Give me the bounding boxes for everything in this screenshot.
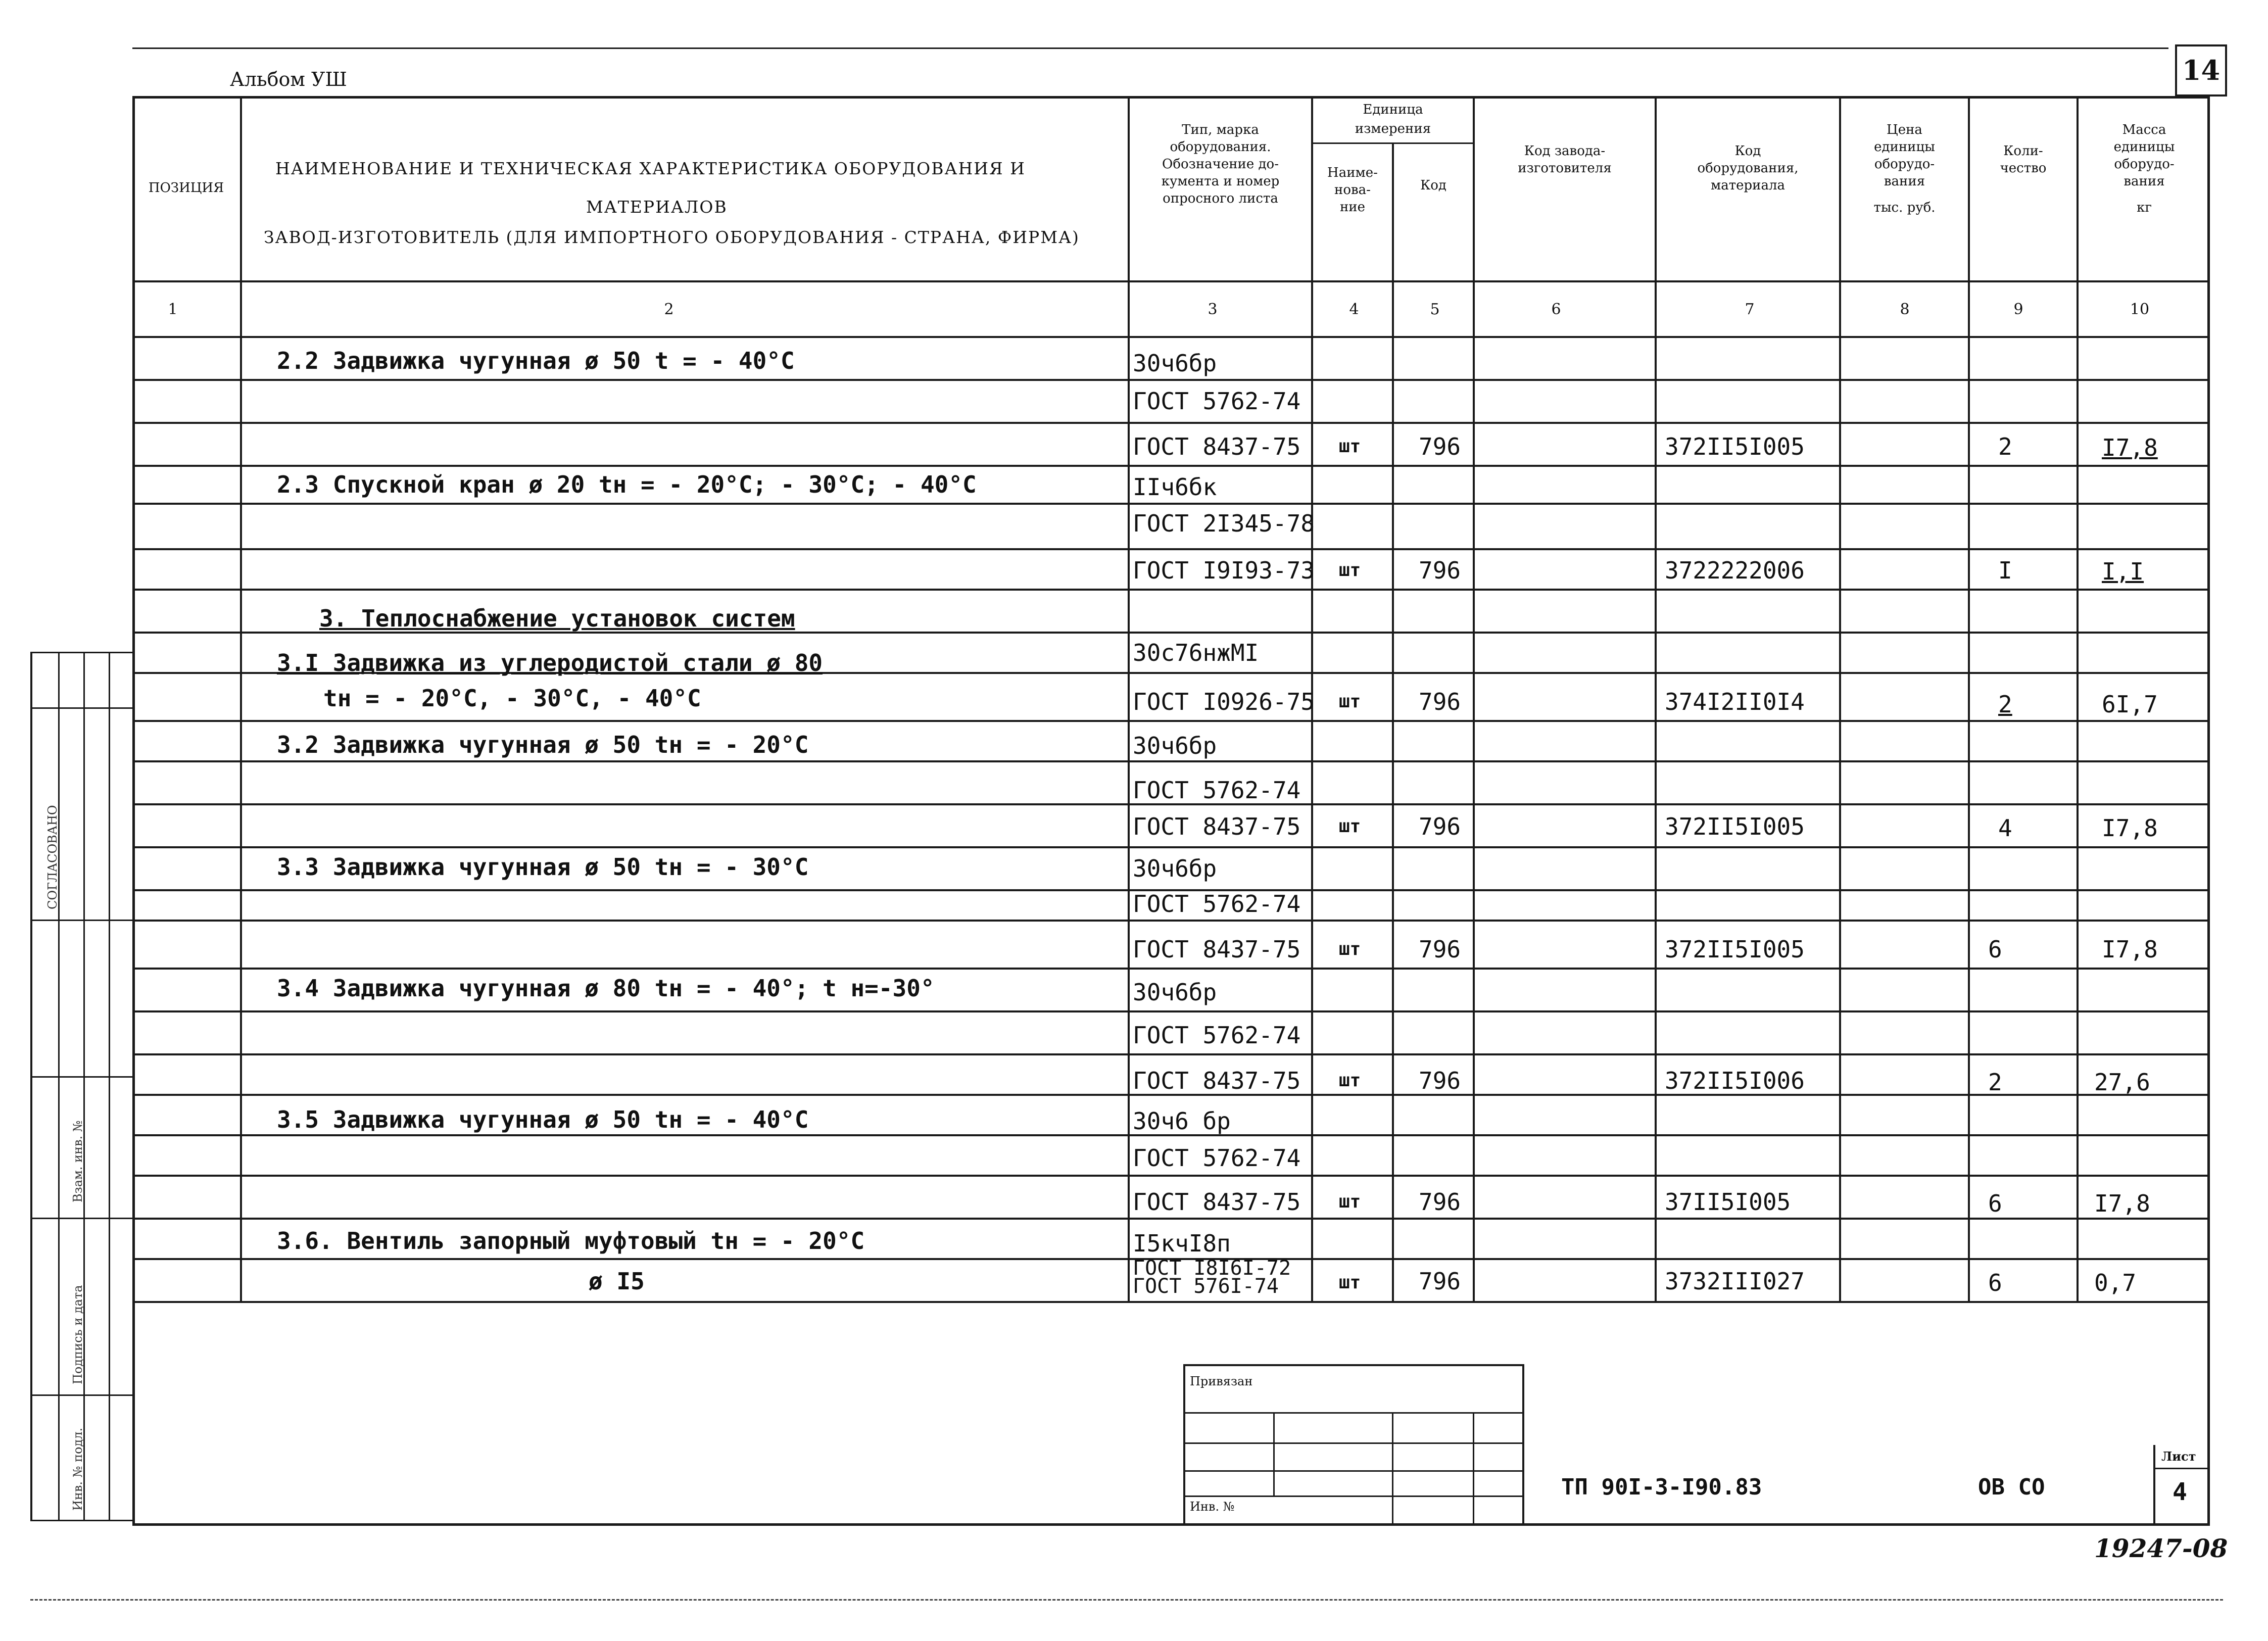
album-label: Альбом УШ	[230, 68, 347, 90]
footer-number: 19247-08	[2094, 1533, 2228, 1563]
unit-code: 796	[1419, 1268, 1461, 1295]
mass: 6I,7	[2102, 691, 2158, 718]
header-col4	[1313, 164, 1392, 216]
side-stamp-line	[83, 652, 85, 1521]
mass: 0,7	[2094, 1269, 2137, 1296]
side-inv-no-orig: Инв. № подл.	[71, 1427, 85, 1511]
row-type: 30ч6 бр	[1133, 1107, 1231, 1135]
header-col8-l4: вания	[1884, 174, 1925, 189]
unit-code: 796	[1419, 433, 1461, 460]
row-type: IIч6бк	[1133, 473, 1217, 501]
header-col3-l2: оборудования.	[1170, 139, 1271, 155]
quantity: 2	[1998, 691, 2012, 718]
side-agreed: СОГЛАСОВАНО	[45, 805, 60, 909]
mass: 27,6	[2094, 1069, 2150, 1096]
header-col3	[1130, 121, 1311, 207]
unit: шт	[1339, 1191, 1361, 1212]
row-type: ГОСТ 576I-74	[1133, 1275, 1279, 1298]
document-code: ТП 90I-3-I90.83	[1561, 1474, 1762, 1500]
col-line-8	[1968, 96, 1970, 1301]
header-col3-l1: Тип, марка	[1182, 122, 1259, 137]
side-stamp-line	[30, 652, 132, 653]
side-sign-date: Подпись и дата	[71, 1285, 85, 1384]
row-name: 3.I Задвижка из углеродистой стали ø 80	[277, 649, 823, 677]
header-col3-l4: кумента и номер	[1161, 174, 1280, 189]
header-col10-l3: оборудо-	[2114, 157, 2175, 172]
header-col10	[2079, 121, 2210, 216]
row-name: 3.2 Задвижка чугунная ø 50 tн = - 20°С	[277, 731, 809, 758]
row-type: ГОСТ 8437-75	[1133, 1188, 1301, 1216]
unit: шт	[1339, 691, 1361, 712]
header-col2-line2: МАТЕРИАЛОВ	[586, 197, 728, 217]
unit-code: 796	[1419, 1067, 1461, 1094]
row-line	[132, 1218, 2210, 1220]
unit-code: 796	[1419, 813, 1461, 840]
quantity: 2	[1998, 433, 2012, 460]
quantity: 6	[1988, 1190, 2002, 1217]
equipment-code: 372II5I005	[1665, 813, 1805, 840]
mass: I,I	[2102, 558, 2144, 585]
title-primenen: Привязан	[1190, 1374, 1253, 1388]
row-name: 3.5 Задвижка чугунная ø 50 tн = - 40°С	[277, 1106, 809, 1133]
header-col2-line1: НАИМЕНОВАНИЕ И ТЕХНИЧЕСКАЯ ХАРАКТЕРИСТИКА ОБОРУДОВАНИЯ И	[275, 159, 1026, 178]
side-stamp-line	[30, 920, 132, 921]
unit-code: 796	[1419, 557, 1461, 584]
equipment-code: 3722222006	[1665, 557, 1805, 584]
row-line	[132, 465, 2210, 467]
row-line	[132, 589, 2210, 591]
colnum-1: 1	[168, 301, 178, 318]
equipment-code: 372II5I005	[1665, 936, 1805, 963]
side-stamp	[30, 652, 133, 1521]
top-border	[132, 47, 2168, 49]
header-col8-l2: единицы	[1874, 139, 1935, 155]
unit-code: 796	[1419, 1188, 1461, 1216]
header-col10-l4: вания	[2124, 174, 2165, 189]
header-col10-l5: кг	[2137, 200, 2152, 215]
row-line	[132, 760, 2210, 762]
quantity: 6	[1988, 1269, 2002, 1296]
title-block-line	[1392, 1412, 1393, 1526]
equipment-code: 3732III027	[1665, 1268, 1805, 1295]
colnum-8: 8	[1900, 301, 1910, 318]
header-col6-l1: Код завода-	[1524, 143, 1606, 159]
row-line	[132, 920, 2210, 922]
row-line	[132, 422, 2210, 424]
header-col9-l1: Коли-	[2003, 143, 2043, 159]
section-heading: 3. Теплоснабжение установок систем	[319, 605, 795, 632]
side-inv-no: Взам. инв. №	[71, 1120, 85, 1202]
bottom-dashed-border	[30, 1599, 2223, 1601]
equipment-code: 374I2II0I4	[1665, 688, 1805, 715]
row-line	[132, 846, 2210, 848]
row-line	[132, 968, 2210, 970]
row-name: 3.3 Задвижка чугунная ø 50 tн = - 30°С	[277, 853, 809, 881]
row-type: 30ч6бр	[1133, 979, 1217, 1006]
header-col3-l3: Обозначение до-	[1162, 157, 1279, 172]
colnum-2: 2	[664, 301, 674, 318]
colnum-5: 5	[1430, 301, 1440, 318]
sheet-label: Лист	[2161, 1449, 2196, 1464]
col-line-5	[1473, 96, 1475, 1301]
unit-code: 796	[1419, 688, 1461, 715]
unit: шт	[1339, 939, 1361, 959]
row-type: 30с76нжМI	[1133, 639, 1259, 666]
header-col4-l1: Наиме-	[1327, 165, 1378, 180]
row-name: 3.4 Задвижка чугунная ø 80 tн = - 40°; t н=-30°	[277, 975, 935, 1002]
header-col3-l5: опросного листа	[1163, 191, 1278, 206]
row-name: tн = - 20°С, - 30°С, - 40°С	[323, 685, 701, 712]
unit: шт	[1339, 1272, 1361, 1293]
row-line	[132, 1010, 2210, 1012]
col-line-6	[1655, 96, 1657, 1301]
sheet-number: 4	[2173, 1478, 2187, 1506]
mass: I7,8	[2094, 1190, 2150, 1217]
row-type: ГОСТ 5762-74	[1133, 1144, 1301, 1172]
row-line	[132, 503, 2210, 505]
side-stamp-line	[58, 652, 60, 1521]
row-type: ГОСТ 5762-74	[1133, 1022, 1301, 1049]
table-body-bottom-line	[132, 1301, 2210, 1303]
quantity: I	[1998, 557, 2012, 584]
row-type: 30ч6бр	[1133, 350, 1217, 377]
colnum-4: 4	[1349, 301, 1359, 318]
header-col1: ПОЗИЦИЯ	[148, 180, 224, 196]
header-bottom-line	[132, 280, 2210, 282]
side-stamp-line	[30, 707, 132, 709]
side-stamp-line	[30, 1394, 132, 1396]
header-col7-l1: Код	[1734, 143, 1761, 159]
unit: шт	[1339, 1070, 1361, 1091]
row-type: I5кчI8п	[1133, 1230, 1231, 1257]
unit-group-l1: Единица	[1363, 102, 1423, 117]
header-col9	[1970, 142, 2077, 177]
header-unit-group	[1313, 100, 1473, 138]
col-line-2	[1128, 96, 1130, 1301]
header-col7-l2: оборудования,	[1697, 161, 1799, 176]
title-block-line	[1273, 1412, 1275, 1495]
side-stamp-line	[30, 1076, 132, 1078]
corner-page-number: 14	[2175, 44, 2227, 96]
row-type: ГОСТ 8437-75	[1133, 813, 1301, 840]
col-line-7	[1839, 96, 1841, 1301]
column-number-line	[132, 336, 2210, 338]
side-stamp-line	[30, 1218, 132, 1219]
col-line-1	[240, 96, 242, 1301]
row-line	[132, 720, 2210, 722]
row-type: ГОСТ I0926-75	[1133, 688, 1315, 715]
row-name: ø I5	[589, 1268, 645, 1295]
header-col6-l2: изготовителя	[1518, 161, 1612, 176]
header-col10-l1: Масса	[2122, 122, 2166, 137]
title-inv-label: Инв. №	[1190, 1500, 1235, 1514]
row-type: ГОСТ 8437-75	[1133, 1067, 1301, 1094]
header-col9-l2: чество	[2000, 161, 2047, 176]
equipment-code: 372II5I006	[1665, 1067, 1805, 1094]
side-stamp-line	[109, 652, 110, 1521]
colnum-3: 3	[1208, 301, 1218, 318]
header-col8	[1841, 121, 1968, 216]
unit: шт	[1339, 560, 1361, 581]
row-line	[132, 379, 2210, 381]
row-name: 2.2 Задвижка чугунная ø 50 t = - 40°С	[277, 347, 795, 374]
row-name: 3.6. Вентиль запорный муфтовый tн = - 20°С	[277, 1227, 865, 1254]
colnum-10: 10	[2130, 301, 2150, 318]
quantity: 6	[1988, 936, 2002, 963]
row-line	[132, 1053, 2210, 1055]
colnum-9: 9	[2013, 301, 2023, 318]
title-block-line	[1473, 1412, 1474, 1526]
header-col8-l1: Цена	[1887, 122, 1922, 137]
unit-code: 796	[1419, 936, 1461, 963]
row-name: 2.3 Спускной кран ø 20 tн = - 20°С; - 30°С; - 40°С	[277, 471, 977, 498]
section-code: ОВ СО	[1978, 1474, 2045, 1500]
unit: шт	[1339, 436, 1361, 457]
equipment-code: 372II5I005	[1665, 433, 1805, 460]
header-col8-l3: оборудо-	[1874, 157, 1935, 172]
col-line-9	[2077, 96, 2079, 1301]
header-col5: Код	[1420, 178, 1446, 193]
row-type: ГОСТ 8437-75	[1133, 936, 1301, 963]
mass: I7,8	[2102, 434, 2158, 461]
header-col8-l5: тыс. руб.	[1873, 200, 1936, 215]
row-type: 30ч6бр	[1133, 732, 1217, 759]
row-type: 30ч6бр	[1133, 855, 1217, 882]
row-type: ГОСТ 2I345-78	[1133, 510, 1315, 537]
side-stamp-line	[30, 1520, 132, 1521]
row-type: ГОСТ I9I93-73	[1133, 557, 1315, 584]
row-type: ГОСТ 5762-74	[1133, 890, 1301, 918]
colnum-6: 6	[1551, 301, 1561, 318]
unit-group-l2: измерения	[1355, 121, 1431, 136]
quantity: 2	[1988, 1069, 2002, 1096]
mass: I7,8	[2102, 936, 2158, 963]
row-type: ГОСТ 5762-74	[1133, 777, 1301, 804]
sheet-box-line	[2153, 1468, 2210, 1469]
row-line	[132, 1175, 2210, 1177]
row-type: ГОСТ 5762-74	[1133, 388, 1301, 415]
mass: I7,8	[2102, 814, 2158, 842]
header-col4-l3: ние	[1339, 200, 1366, 215]
header-col4-l2: нова-	[1334, 182, 1371, 198]
header-col10-l2: единицы	[2113, 139, 2175, 155]
row-line	[132, 548, 2210, 550]
header-col6	[1475, 142, 1655, 177]
row-type: ГОСТ I8I6I-72	[1133, 1257, 1291, 1280]
header-col2-line3: ЗАВОД-ИЗГОТОВИТЕЛЬ (ДЛЯ ИМПОРТНОГО ОБОРУДОВАНИЯ - СТРАНА, ФИРМА)	[264, 227, 1080, 247]
colnum-7: 7	[1745, 301, 1755, 318]
quantity: 4	[1998, 814, 2012, 842]
equipment-code: 37II5I005	[1665, 1188, 1791, 1216]
unit: шт	[1339, 816, 1361, 837]
row-type: ГОСТ 8437-75	[1133, 433, 1301, 460]
header-col7-l3: материала	[1711, 178, 1785, 193]
header-col7	[1657, 142, 1839, 194]
